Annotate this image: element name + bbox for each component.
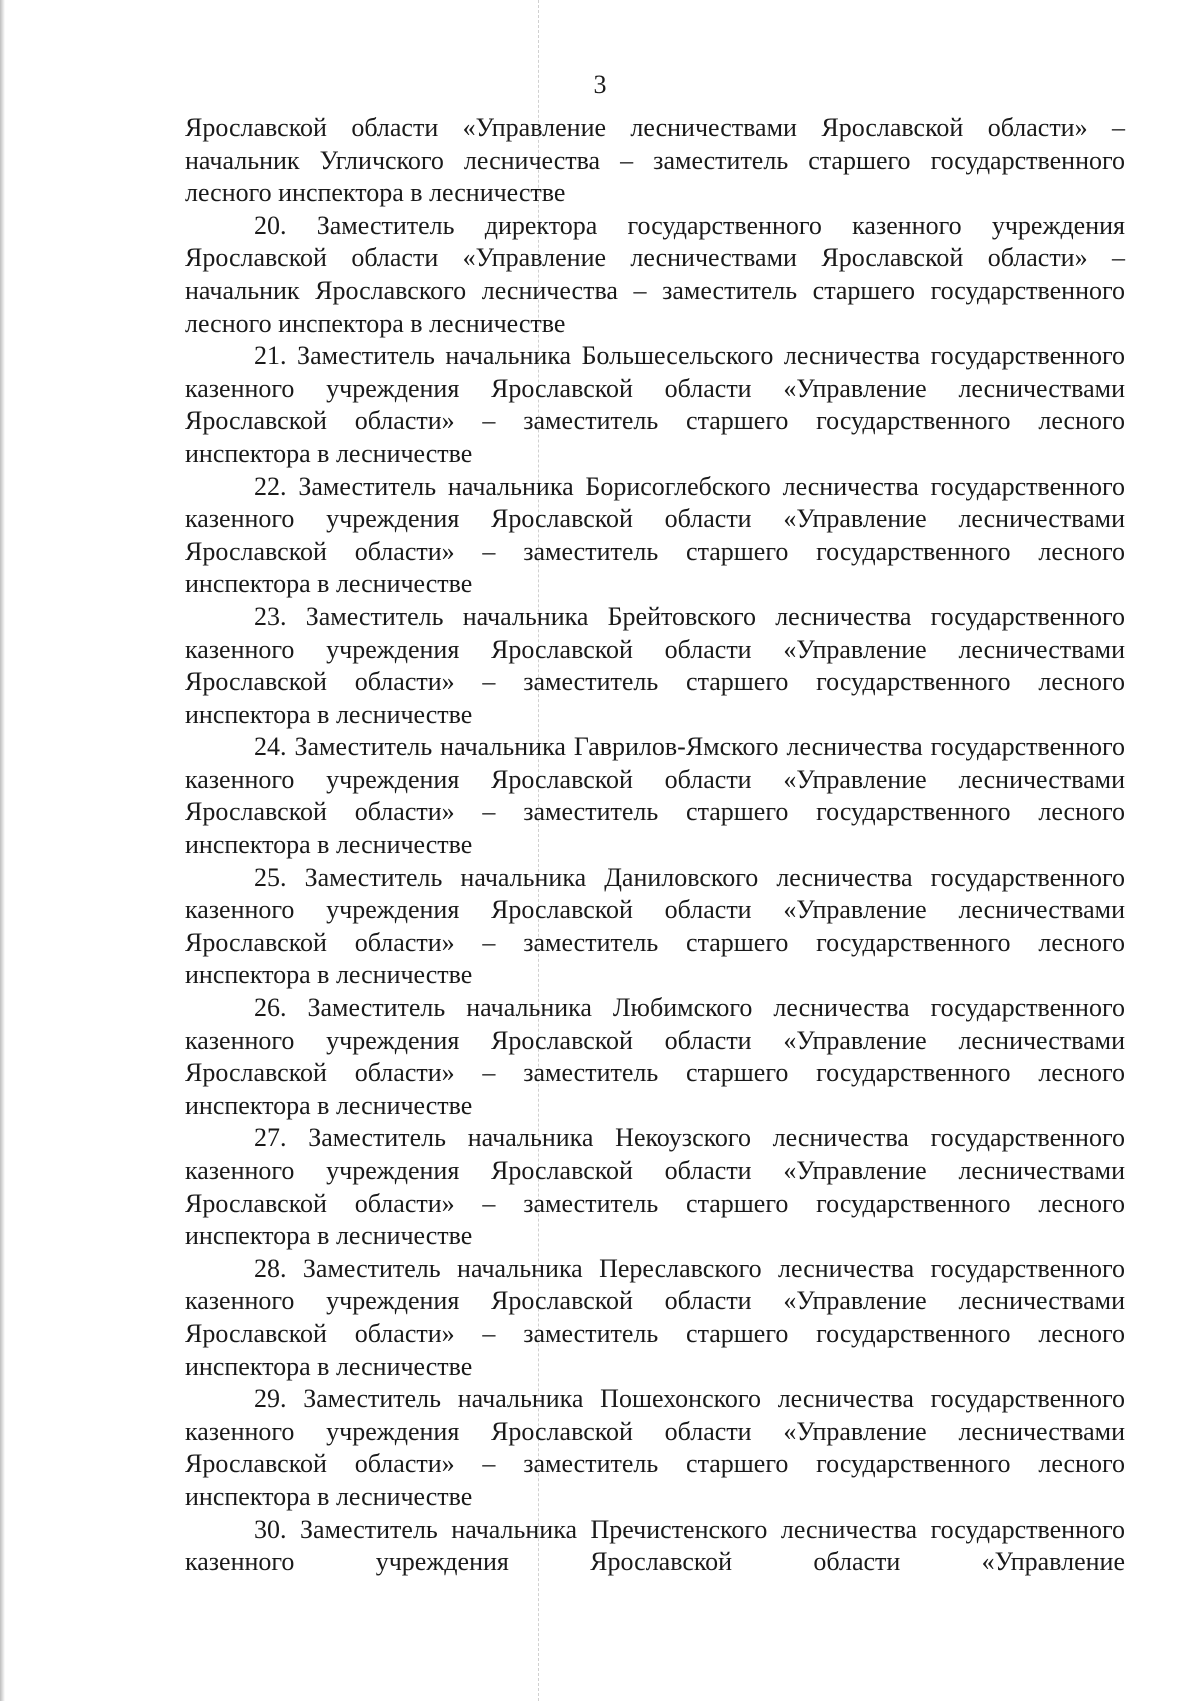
paragraph-29: 29. Заместитель начальника Пошехонского лесничества государственного казенного учреждения Ярославской области «Управление лесничествами Ярославской области» – заместитель старшего государственного лесного инспектора в лесничестве — [185, 1384, 1125, 1511]
paragraph-21: 21. Заместитель начальника Большесельского лесничества государственного казенного учреждения Ярославской области «Управление лесничествами Ярославской области» – заместитель старшего государственного лесного инспектора в лесничестве — [185, 341, 1125, 468]
paragraph-23: 23. Заместитель начальника Брейтовского лесничества государственного казенного учреждения Ярославской области «Управление лесничествами Ярославской области» – заместитель старшего государственного лесного инспектора в лесничестве — [185, 601, 1125, 729]
paragraph-19-continuation: Ярославской области «Управление лесничествами Ярославской области» – начальник Угличского лесничества – заместитель старшего государственного лесного инспектора в лесничестве — [185, 113, 1125, 208]
paragraph-24: 24. Заместитель начальника Гаврилов-Ямского лесничества государственного казенного учреждения Ярославской области «Управление лесничествами Ярославской области» – заместитель старшего государственного лесного инспектора в лесничестве — [185, 732, 1125, 860]
paragraph-25: 25. Заместитель начальника Даниловского лесничества государственного казенного учреждения Ярославской области «Управление лесничествами Ярославской области» – заместитель старшего государственного лесного инспектора в лесничестве — [185, 862, 1125, 990]
document-body — [185, 112, 1125, 1579]
paragraph-30: 30. Заместитель начальника Пречистенского лесничества государственного казенного учреждения Ярославской области «Управление — [185, 1514, 1125, 1577]
paragraph-20: 20. Заместитель директора государственного казенного учреждения Ярославской области «Управление лесничествами Ярославской области» – начальник Ярославского лесничества – заместитель старшего государственного лесного инспектора в лесничестве — [185, 210, 1125, 338]
paragraph-28: 28. Заместитель начальника Переславского лесничества государственного казенного учреждения Ярославской области «Управление лесничествами Ярославской области» – заместитель старшего государственного лесного инспектора в лесничестве — [185, 1253, 1125, 1381]
paragraph-26: 26. Заместитель начальника Любимского лесничества государственного казенного учреждения Ярославской области «Управление лесничествами Ярославской области» – заместитель старшего государственного лесного инспектора в лесничестве — [185, 993, 1125, 1120]
page-number: 3 — [593, 70, 607, 99]
paragraph-22: 22. Заместитель начальника Борисоглебского лесничества государственного казенного учреждения Ярославской области «Управление лесничествами Ярославской области» – заместитель старшего государственного лесного инспектора в лесничестве — [185, 471, 1125, 599]
paragraph-27: 27. Заместитель начальника Некоузского лесничества государственного казенного учреждения Ярославской области «Управление лесничествами Ярославской области» – заместитель старшего государственного лесного инспектора в лесничестве — [185, 1123, 1125, 1251]
page-left-edge-shadow — [0, 0, 5, 1701]
